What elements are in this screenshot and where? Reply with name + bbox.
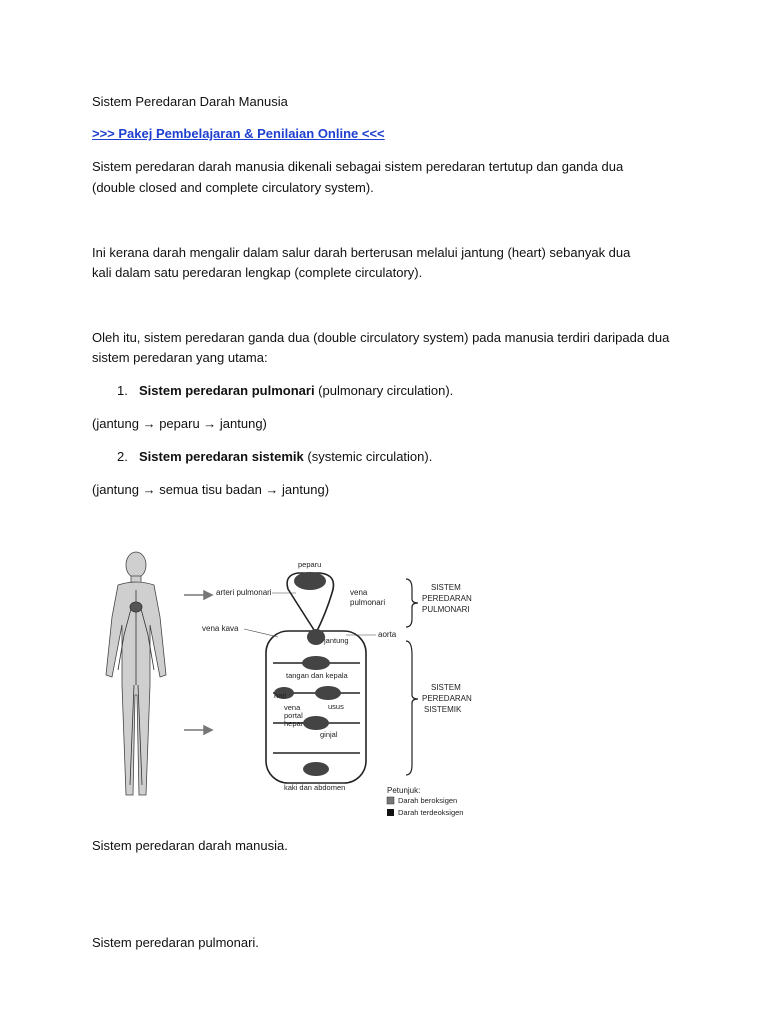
label-aorta: aorta xyxy=(378,630,397,639)
label-vena-portal-1: vena xyxy=(284,703,301,712)
list-number: 2. xyxy=(117,449,128,464)
path-sistemik: (jantung → semua tisu badan → jantung) xyxy=(92,482,330,497)
list-item-2 xyxy=(117,447,432,467)
label-sistem-pulmonari-3: PULMONARI xyxy=(422,605,470,614)
legend-swatch-oxygenated xyxy=(387,797,394,804)
para3-line1: Oleh itu, sistem peredaran ganda dua (double circulatory system) pada manusia terdiri daripada dua xyxy=(92,330,670,345)
label-sistem-pulmonari-2: PEREDARAN xyxy=(422,594,472,603)
pointer-arrows xyxy=(184,591,212,734)
label-vena-pulmonari-2: pulmonari xyxy=(350,598,386,607)
system-braces xyxy=(406,579,418,775)
list-item-rest: (pulmonary circulation). xyxy=(314,383,454,398)
label-usus: usus xyxy=(328,702,344,711)
figure-caption: Sistem peredaran darah manusia. xyxy=(92,838,288,853)
label-peparu: peparu xyxy=(298,560,322,569)
list-item-bold: Sistem peredaran pulmonari xyxy=(139,383,315,398)
legend-deoxygenated: Darah terdeoksigen xyxy=(398,808,464,817)
list-item-1 xyxy=(117,381,453,401)
label-kaki-abdomen: kaki dan abdomen xyxy=(284,783,346,792)
label-sistem-sistemik-1: SISTEM xyxy=(431,683,461,692)
label-vena-portal-2: portal xyxy=(284,711,303,720)
circulatory-diagram xyxy=(88,545,488,825)
label-sistem-sistemik-3: SISTEMIK xyxy=(424,705,462,714)
promo-link-wrap xyxy=(92,124,385,144)
legend-title: Petunjuk: xyxy=(387,786,421,795)
label-vena-kava: vena kava xyxy=(202,624,239,633)
para1-line2: (double closed and complete circulatory system). xyxy=(92,180,374,195)
label-jantung: jantung xyxy=(324,636,349,645)
promo-link[interactable]: >>> Pakej Pembelajaran & Penilaian Online <<< xyxy=(92,126,385,141)
para1-line1: Sistem peredaran darah manusia dikenali sebagai sistem peredaran tertutup dan ganda dua xyxy=(92,159,624,174)
label-arteri-pulmonari: arteri pulmonari xyxy=(216,588,272,597)
label-vena-portal-3: hepar xyxy=(284,719,304,728)
list-item-bold: Sistem peredaran sistemik xyxy=(139,449,304,464)
para2-line1: Ini kerana darah mengalir dalam salur darah berterusan melalui jantung (heart) sebanyak dua xyxy=(92,245,631,260)
label-vena-pulmonari-1: vena xyxy=(350,588,368,597)
path-pulmonari: (jantung → peparu → jantung) xyxy=(92,416,267,431)
legend-oxygenated: Darah beroksigen xyxy=(398,796,458,805)
list-item-rest: (systemic circulation). xyxy=(303,449,433,464)
section-caption: Sistem peredaran pulmonari. xyxy=(92,935,259,950)
page-title: Sistem Peredaran Darah Manusia xyxy=(92,94,288,109)
label-hati: hati xyxy=(274,691,287,700)
para2-line2: kali dalam satu peredaran lengkap (complete circulatory). xyxy=(92,265,423,280)
label-tangan-kepala: tangan dan kepala xyxy=(286,671,348,680)
label-ginjal: ginjal xyxy=(320,730,338,739)
para3-line2: sistem peredaran yang utama: xyxy=(92,350,268,365)
legend-swatch-deoxygenated xyxy=(387,809,394,816)
label-sistem-sistemik-2: PEREDARAN xyxy=(422,694,472,703)
list-number: 1. xyxy=(117,383,128,398)
label-sistem-pulmonari-1: SISTEM xyxy=(431,583,461,592)
